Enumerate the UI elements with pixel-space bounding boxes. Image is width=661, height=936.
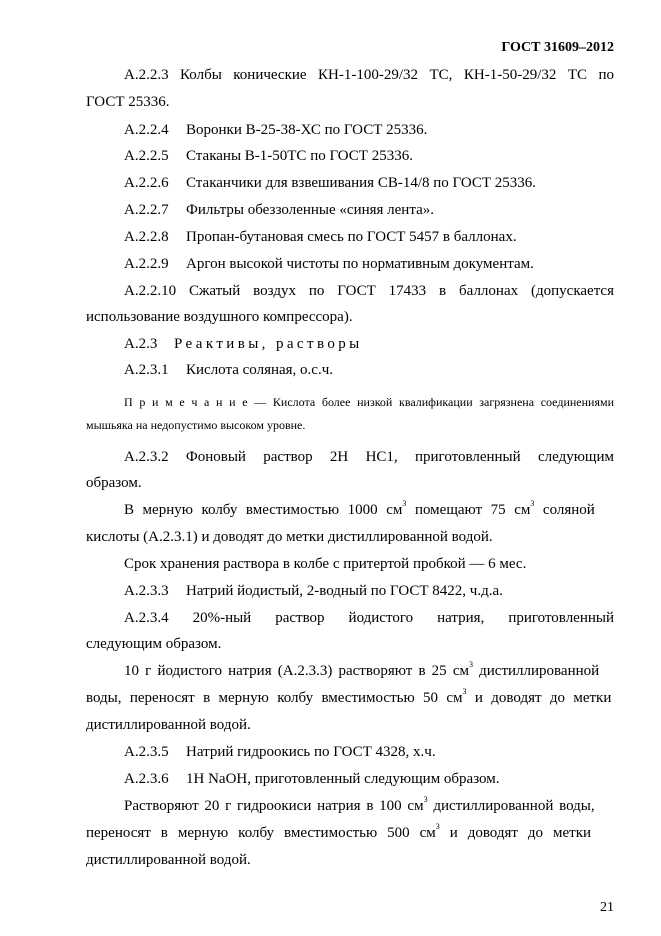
text-part: дистиллированной <box>472 663 600 679</box>
note-line: П р и м е ч а н и е — Кислота более низкой квалификации загрязнена соединениями <box>124 395 614 409</box>
text-line <box>86 824 614 842</box>
text-line: следующим образом. <box>86 636 222 652</box>
text-line <box>124 770 500 788</box>
text-line: образом. <box>86 475 142 491</box>
clause-number: А.2.2.5 <box>124 148 169 164</box>
text-line <box>124 361 333 379</box>
text-part: переносят в мерную колбу вместимостью 500 см <box>86 825 436 841</box>
section-title: Реактивы, растворы <box>174 336 363 352</box>
text-line: Срок хранения раствора в колбе с притертой пробкой — 6 мес. <box>124 556 527 572</box>
clause-number: А.2.2.4 <box>124 122 169 138</box>
clause-text: Аргон высокой чистоты по нормативным документам. <box>186 256 534 272</box>
clause-text: 1Н NaOH, приготовленный следующим образом. <box>186 771 500 787</box>
section-number: А.2.3 <box>124 336 158 352</box>
text-part: и доводят до метки <box>466 690 612 706</box>
text-line: дистиллированной водой. <box>86 852 251 868</box>
note-line: мышьяка на недопустимо высоком уровне. <box>86 418 306 432</box>
superscript: 3 <box>402 499 407 508</box>
text-part: соляной <box>534 502 595 518</box>
text-line: А.2.2.10 Сжатый воздух по ГОСТ 17433 в баллонах (допускается <box>124 283 614 299</box>
text-line: А.2.2.3 Колбы конические КН-1-100-29/32 ТС, КН-1-50-29/32 ТС по <box>124 67 614 83</box>
clause-number: А.2.3.6 <box>124 771 169 787</box>
text-line <box>124 255 534 273</box>
text-line: использование воздушного компрессора). <box>86 309 353 325</box>
clause-number: А.2.2.6 <box>124 175 169 191</box>
clause-text: Фильтры обеззоленные «синяя лента». <box>186 202 434 218</box>
section-heading <box>124 335 363 353</box>
text-line <box>124 147 413 165</box>
clause-text: Натрий гидроокись по ГОСТ 4328, х.ч. <box>186 744 436 760</box>
clause-text: Натрий йодистый, 2-водный по ГОСТ 8422, ч.д.а. <box>186 583 503 599</box>
clause-text: Стаканчики для взвешивания СВ-14/8 по ГОСТ 25336. <box>186 175 537 191</box>
text-part: помещают 75 см <box>406 502 531 518</box>
text-part: воды, переносят в мерную колбу вместимостью 50 см <box>86 690 463 706</box>
text-part: Растворяют 20 г гидроокиси натрия в 100 см <box>124 798 424 814</box>
text-line: А.2.3.4 20%-ный раствор йодистого натрия, приготовленный <box>124 610 614 626</box>
text-line: дистиллированной водой. <box>86 717 251 733</box>
document-header: ГОСТ 31609–2012 <box>501 40 614 55</box>
page-number: 21 <box>600 900 614 915</box>
text-line <box>124 582 503 600</box>
text-line: кислоты (А.2.3.1) и доводят до метки дистиллированной водой. <box>86 529 493 545</box>
superscript: 3 <box>530 499 535 508</box>
text-line <box>124 174 536 192</box>
text-line <box>124 501 614 519</box>
clause-text: Стаканы В-1-50ТС по ГОСТ 25336. <box>186 148 413 164</box>
text-line <box>124 121 427 139</box>
text-line <box>86 689 614 707</box>
clause-number: А.2.2.9 <box>124 256 169 272</box>
clause-number: А.2.2.7 <box>124 202 169 218</box>
clause-number: А.2.3.5 <box>124 744 169 760</box>
superscript: 3 <box>435 822 440 831</box>
text-part: В мерную колбу вместимостью 1000 см <box>124 502 403 518</box>
text-line: ГОСТ 25336. <box>86 94 170 110</box>
text-line: А.2.3.2 Фоновый раствор 2Н НС1, приготовленный следующим <box>124 449 614 465</box>
text-line <box>124 797 614 815</box>
clause-text: Воронки В-25-38-ХС по ГОСТ 25336. <box>186 122 428 138</box>
text-line <box>124 228 517 246</box>
superscript: 3 <box>423 795 428 804</box>
text-line <box>124 662 614 680</box>
clause-number: А.2.3.3 <box>124 583 169 599</box>
text-part: дистиллированной воды, <box>427 798 595 814</box>
clause-text: Кислота соляная, о.с.ч. <box>186 362 334 378</box>
text-part: 10 г йодистого натрия (А.2.3.3) растворяют в 25 см <box>124 663 469 679</box>
clause-number: А.2.2.8 <box>124 229 169 245</box>
text-line <box>124 743 436 761</box>
text-part: и доводят до метки <box>439 825 592 841</box>
text-line <box>124 201 434 219</box>
superscript: 3 <box>468 660 473 669</box>
clause-number: А.2.3.1 <box>124 362 169 378</box>
clause-text: Пропан-бутановая смесь по ГОСТ 5457 в баллонах. <box>186 229 517 245</box>
superscript: 3 <box>462 687 467 696</box>
